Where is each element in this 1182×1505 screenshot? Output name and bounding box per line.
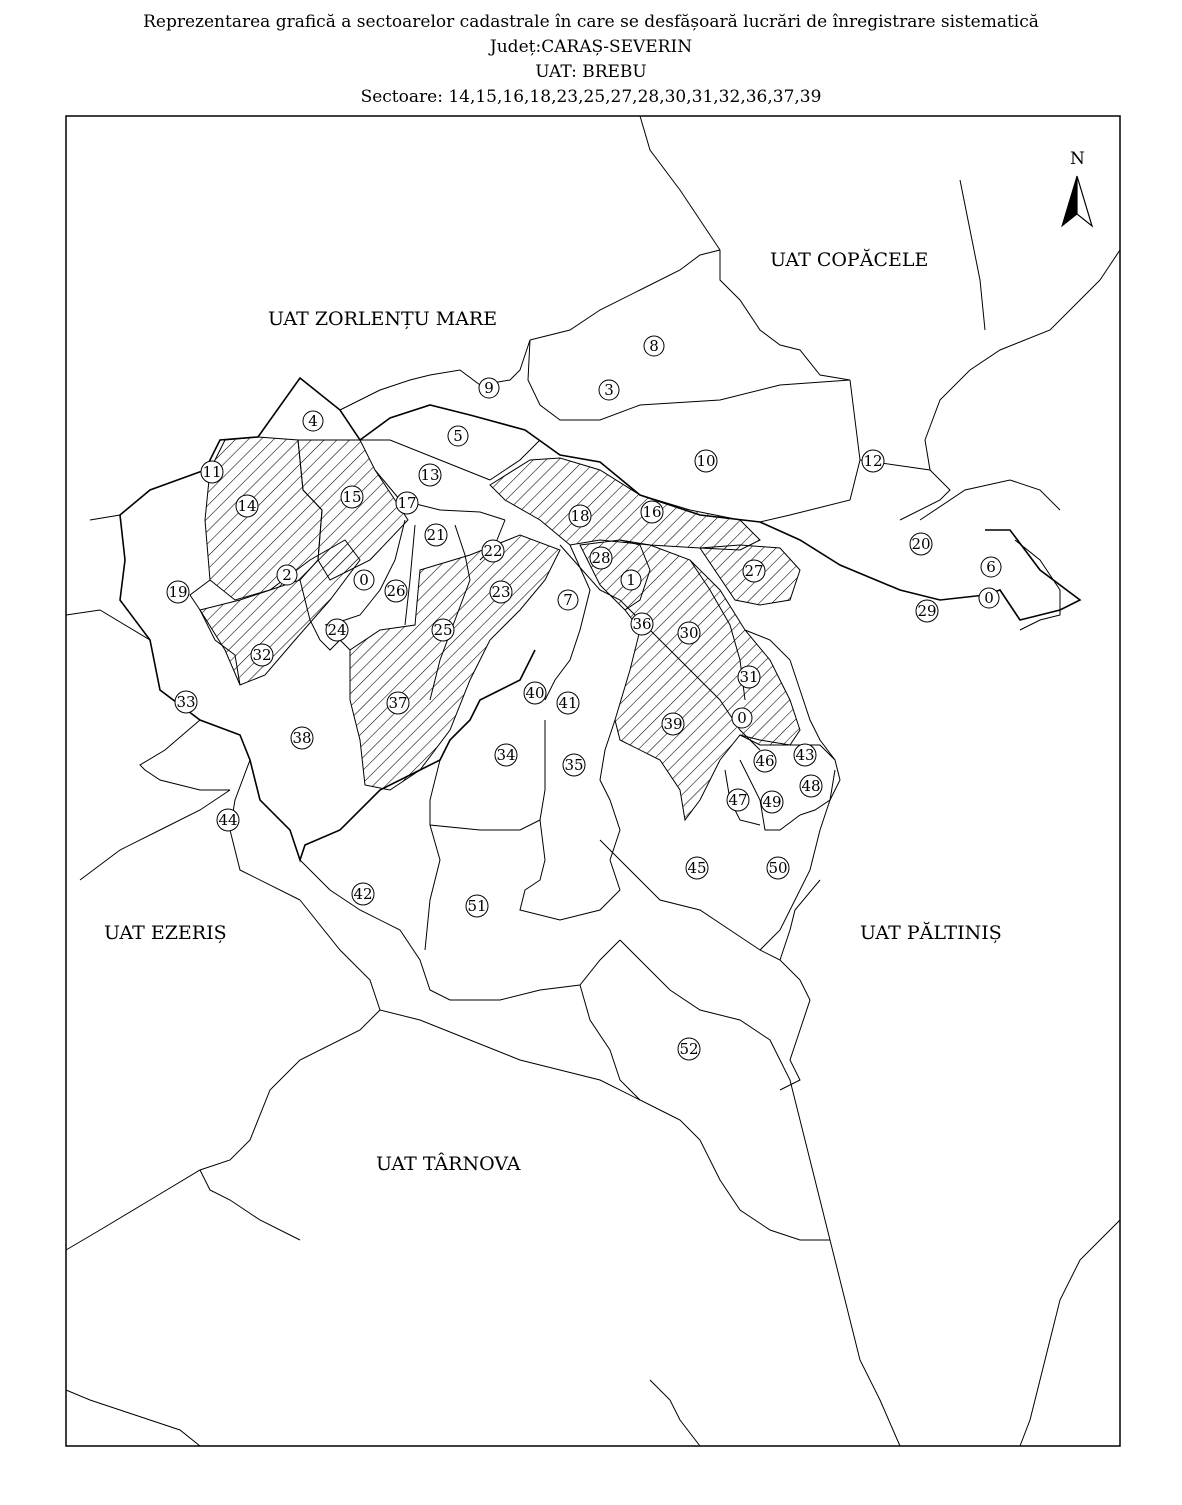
- sector-marker-s24: [326, 619, 348, 641]
- neighbor-labels: [104, 248, 1002, 1175]
- sector-label: 13: [420, 466, 440, 484]
- sectors-line: Sectoare: 14,15,16,18,23,25,27,28,30,31,32,36,37,39: [360, 87, 822, 107]
- sector-label: 38: [292, 729, 312, 747]
- sector-marker-s20: [910, 533, 932, 555]
- sector-label: 43: [795, 746, 815, 764]
- sector-marker-s4: [303, 411, 323, 431]
- sector-label: 15: [342, 488, 362, 506]
- uat-ezeris-label: UAT EZERIȘ: [104, 922, 227, 944]
- sector-marker-s48: [800, 775, 822, 797]
- sector-label: 0: [737, 709, 747, 727]
- sector-label: 29: [917, 602, 937, 620]
- sector-marker-s30: [678, 622, 700, 644]
- sector-marker-s40: [524, 682, 546, 704]
- sector-marker-s5: [448, 426, 468, 446]
- sector-label: 32: [252, 646, 272, 664]
- sector-marker-s15: [341, 486, 363, 508]
- sector-marker-s46: [754, 750, 776, 772]
- sector-label: 12: [863, 452, 883, 470]
- sector-label: 3: [604, 381, 614, 399]
- sector-label: 41: [558, 694, 578, 712]
- sector-label: 46: [755, 752, 775, 770]
- map-title: Reprezentarea grafică a sectoarelor cadastrale în care se desfășoară lucrări de înregistrare sistematică: [143, 12, 1039, 32]
- sector-label: 4: [308, 412, 318, 430]
- sector-label: 36: [632, 615, 652, 633]
- county-line: Județ:CARAȘ-SEVERIN: [489, 37, 693, 57]
- sector-marker-s38: [291, 727, 313, 749]
- sector-label: 21: [426, 526, 446, 544]
- north-label: N: [1070, 149, 1085, 169]
- sector-marker-s39: [662, 713, 684, 735]
- sector-label: 42: [353, 885, 373, 903]
- sector-marker-s35: [563, 754, 585, 776]
- sector-label: 49: [762, 793, 782, 811]
- north-arrow-icon: [1062, 176, 1077, 226]
- sector-label: 24: [327, 621, 347, 639]
- sector-marker-s2: [277, 565, 297, 585]
- sector-marker-s49: [761, 791, 783, 813]
- sector-label: 50: [768, 859, 788, 877]
- uat-line: UAT: BREBU: [535, 62, 647, 82]
- sector-marker-s23: [490, 581, 512, 603]
- sector-label: 44: [218, 811, 238, 829]
- sector-marker-s0a: [979, 588, 999, 608]
- sector-marker-s52: [678, 1038, 700, 1060]
- sector-marker-s42: [352, 883, 374, 905]
- sector-marker-s10: [695, 450, 717, 472]
- sector-label: 2: [282, 566, 292, 584]
- sector-marker-s47: [727, 789, 749, 811]
- sector-label: 23: [491, 583, 511, 601]
- sector-marker-s19: [167, 581, 189, 603]
- sector-marker-s36: [631, 613, 653, 635]
- north-arrow: [1062, 149, 1092, 226]
- sector-label: 26: [386, 582, 406, 600]
- sector-label: 9: [484, 379, 494, 397]
- sector-label: 7: [563, 591, 573, 609]
- sector-marker-s43: [794, 744, 816, 766]
- sector-label: 40: [525, 684, 545, 702]
- map-frame: [66, 116, 1120, 1446]
- sector-label: 35: [564, 756, 584, 774]
- uat-copacele-label: UAT COPĂCELE: [770, 249, 929, 271]
- sector-label: 11: [202, 463, 222, 481]
- sector-label: 1: [626, 571, 636, 589]
- sector-label: 34: [496, 746, 516, 764]
- sector-label: 5: [453, 427, 463, 445]
- sector-label: 16: [642, 503, 662, 521]
- sector-label: 45: [687, 859, 707, 877]
- sector-label: 39: [663, 715, 683, 733]
- sector-marker-s14: [236, 495, 258, 517]
- sector-marker-s37: [387, 692, 409, 714]
- sector-marker-s29: [916, 600, 938, 622]
- sector-lines: [66, 116, 1120, 1446]
- sector-marker-s45: [686, 857, 708, 879]
- sector-marker-s6: [981, 557, 1001, 577]
- sector-label: 20: [911, 535, 931, 553]
- sector-marker-s31: [738, 666, 760, 688]
- uat-tarnova-label: UAT TÂRNOVA: [376, 1153, 521, 1175]
- sector-marker-s12: [862, 450, 884, 472]
- sector-marker-s9: [479, 378, 499, 398]
- sector-marker-s21: [425, 524, 447, 546]
- sector-label: 27: [744, 562, 764, 580]
- hatch-18-16: [490, 458, 760, 550]
- sector-label: 0: [359, 571, 369, 589]
- sector-label: 6: [986, 558, 996, 576]
- sector-marker-s26: [385, 580, 407, 602]
- sector-label: 25: [433, 621, 453, 639]
- sector-label: 31: [739, 668, 759, 686]
- sector-marker-s51: [466, 895, 488, 917]
- sector-marker-s0b: [354, 570, 374, 590]
- sector-label: 30: [679, 624, 699, 642]
- sector-label: 8: [649, 337, 659, 355]
- sector-label: 28: [591, 549, 611, 567]
- sector-label: 18: [570, 507, 590, 525]
- sector-label: 33: [176, 693, 196, 711]
- sector-label: 19: [168, 583, 188, 601]
- sector-marker-s13: [419, 464, 441, 486]
- sector-marker-s0c: [732, 708, 752, 728]
- sector-marker-s41: [557, 692, 579, 714]
- sector-label: 37: [388, 694, 408, 712]
- sector-marker-s22: [482, 540, 504, 562]
- sector-label: 10: [696, 452, 716, 470]
- sector-label: 17: [397, 494, 417, 512]
- sector-marker-s11: [201, 461, 223, 483]
- sector-marker-s44: [217, 809, 239, 831]
- sector-marker-s18: [569, 505, 591, 527]
- sector-label: 47: [728, 791, 748, 809]
- sector-marker-s32: [251, 644, 273, 666]
- uat-paltinis-label: UAT PĂLTINIȘ: [860, 922, 1002, 944]
- sector-marker-s1: [621, 570, 641, 590]
- sector-marker-s3: [599, 380, 619, 400]
- sector-label: 14: [237, 497, 257, 515]
- sector-marker-s17: [396, 492, 418, 514]
- uat-zorlentu-label: UAT ZORLENȚU MARE: [268, 308, 498, 330]
- sector-marker-s50: [767, 857, 789, 879]
- sector-marker-s8: [644, 336, 664, 356]
- sector-marker-s7: [558, 590, 578, 610]
- sector-marker-s27: [743, 560, 765, 582]
- sector-marker-s16: [641, 501, 663, 523]
- sector-marker-s25: [432, 619, 454, 641]
- sector-marker-s33: [175, 691, 197, 713]
- sector-marker-s28: [590, 547, 612, 569]
- sector-marker-s34: [495, 744, 517, 766]
- sector-label: 52: [679, 1040, 699, 1058]
- sector-label: 22: [483, 542, 503, 560]
- sector-label: 0: [984, 589, 994, 607]
- sector-label: 51: [467, 897, 487, 915]
- sector-label: 48: [801, 777, 821, 795]
